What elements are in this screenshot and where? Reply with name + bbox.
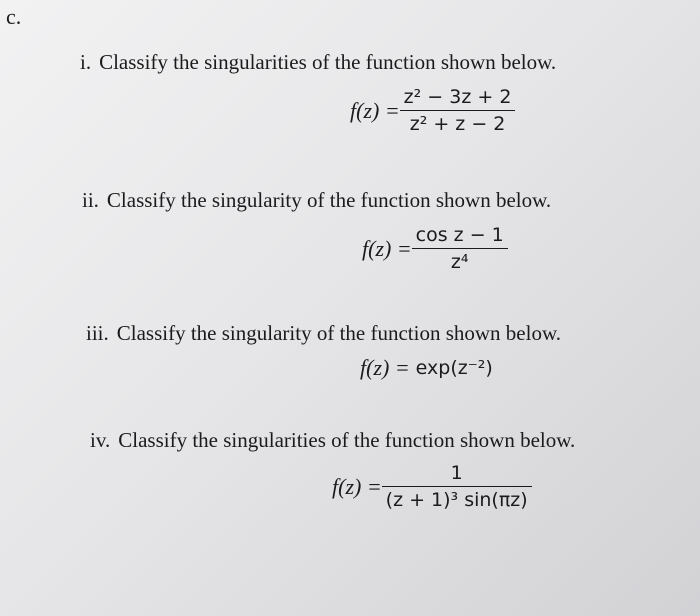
equation-3-expression: exp(z⁻²) [415, 357, 493, 379]
equation-1-denominator: z² + z − 2 [409, 113, 506, 135]
question-1-number: i. [80, 50, 92, 74]
question-3-number: iii. [86, 321, 109, 345]
question-3 [86, 321, 561, 346]
equation-1-fraction [400, 86, 516, 135]
equation-4-numerator: 1 [450, 462, 463, 484]
question-2 [82, 188, 551, 213]
question-1-text: Classify the singularities of the function shown below. [99, 50, 557, 74]
equation-1-numerator: z² − 3z + 2 [403, 86, 512, 108]
equation-4-denominator: (z + 1)³ sin(πz) [385, 489, 528, 511]
equation-3 [360, 355, 493, 381]
question-2-number: ii. [82, 188, 99, 212]
question-4-number: iv. [90, 428, 111, 452]
question-4 [90, 428, 575, 453]
section-label: c. [6, 4, 22, 29]
equation-2 [362, 224, 508, 273]
question-1 [80, 50, 556, 75]
question-2-text: Classify the singularity of the function shown below. [106, 188, 552, 212]
equation-1-lhs: f(z) = [350, 97, 400, 123]
equation-4-lhs: f(z) = [332, 473, 382, 499]
equation-1 [350, 86, 515, 135]
equation-2-lhs: f(z) = [362, 235, 412, 261]
equation-4 [332, 462, 532, 511]
equation-4-fraction [382, 462, 532, 511]
question-4-text: Classify the singularities of the function shown below. [118, 428, 576, 452]
equation-2-numerator: cos z − 1 [415, 224, 504, 246]
question-3-text: Classify the singularity of the function shown below. [116, 321, 562, 345]
equation-2-denominator: z⁴ [450, 251, 469, 273]
equation-2-fraction [412, 224, 508, 273]
equation-3-lhs: f(z) = [360, 355, 410, 380]
